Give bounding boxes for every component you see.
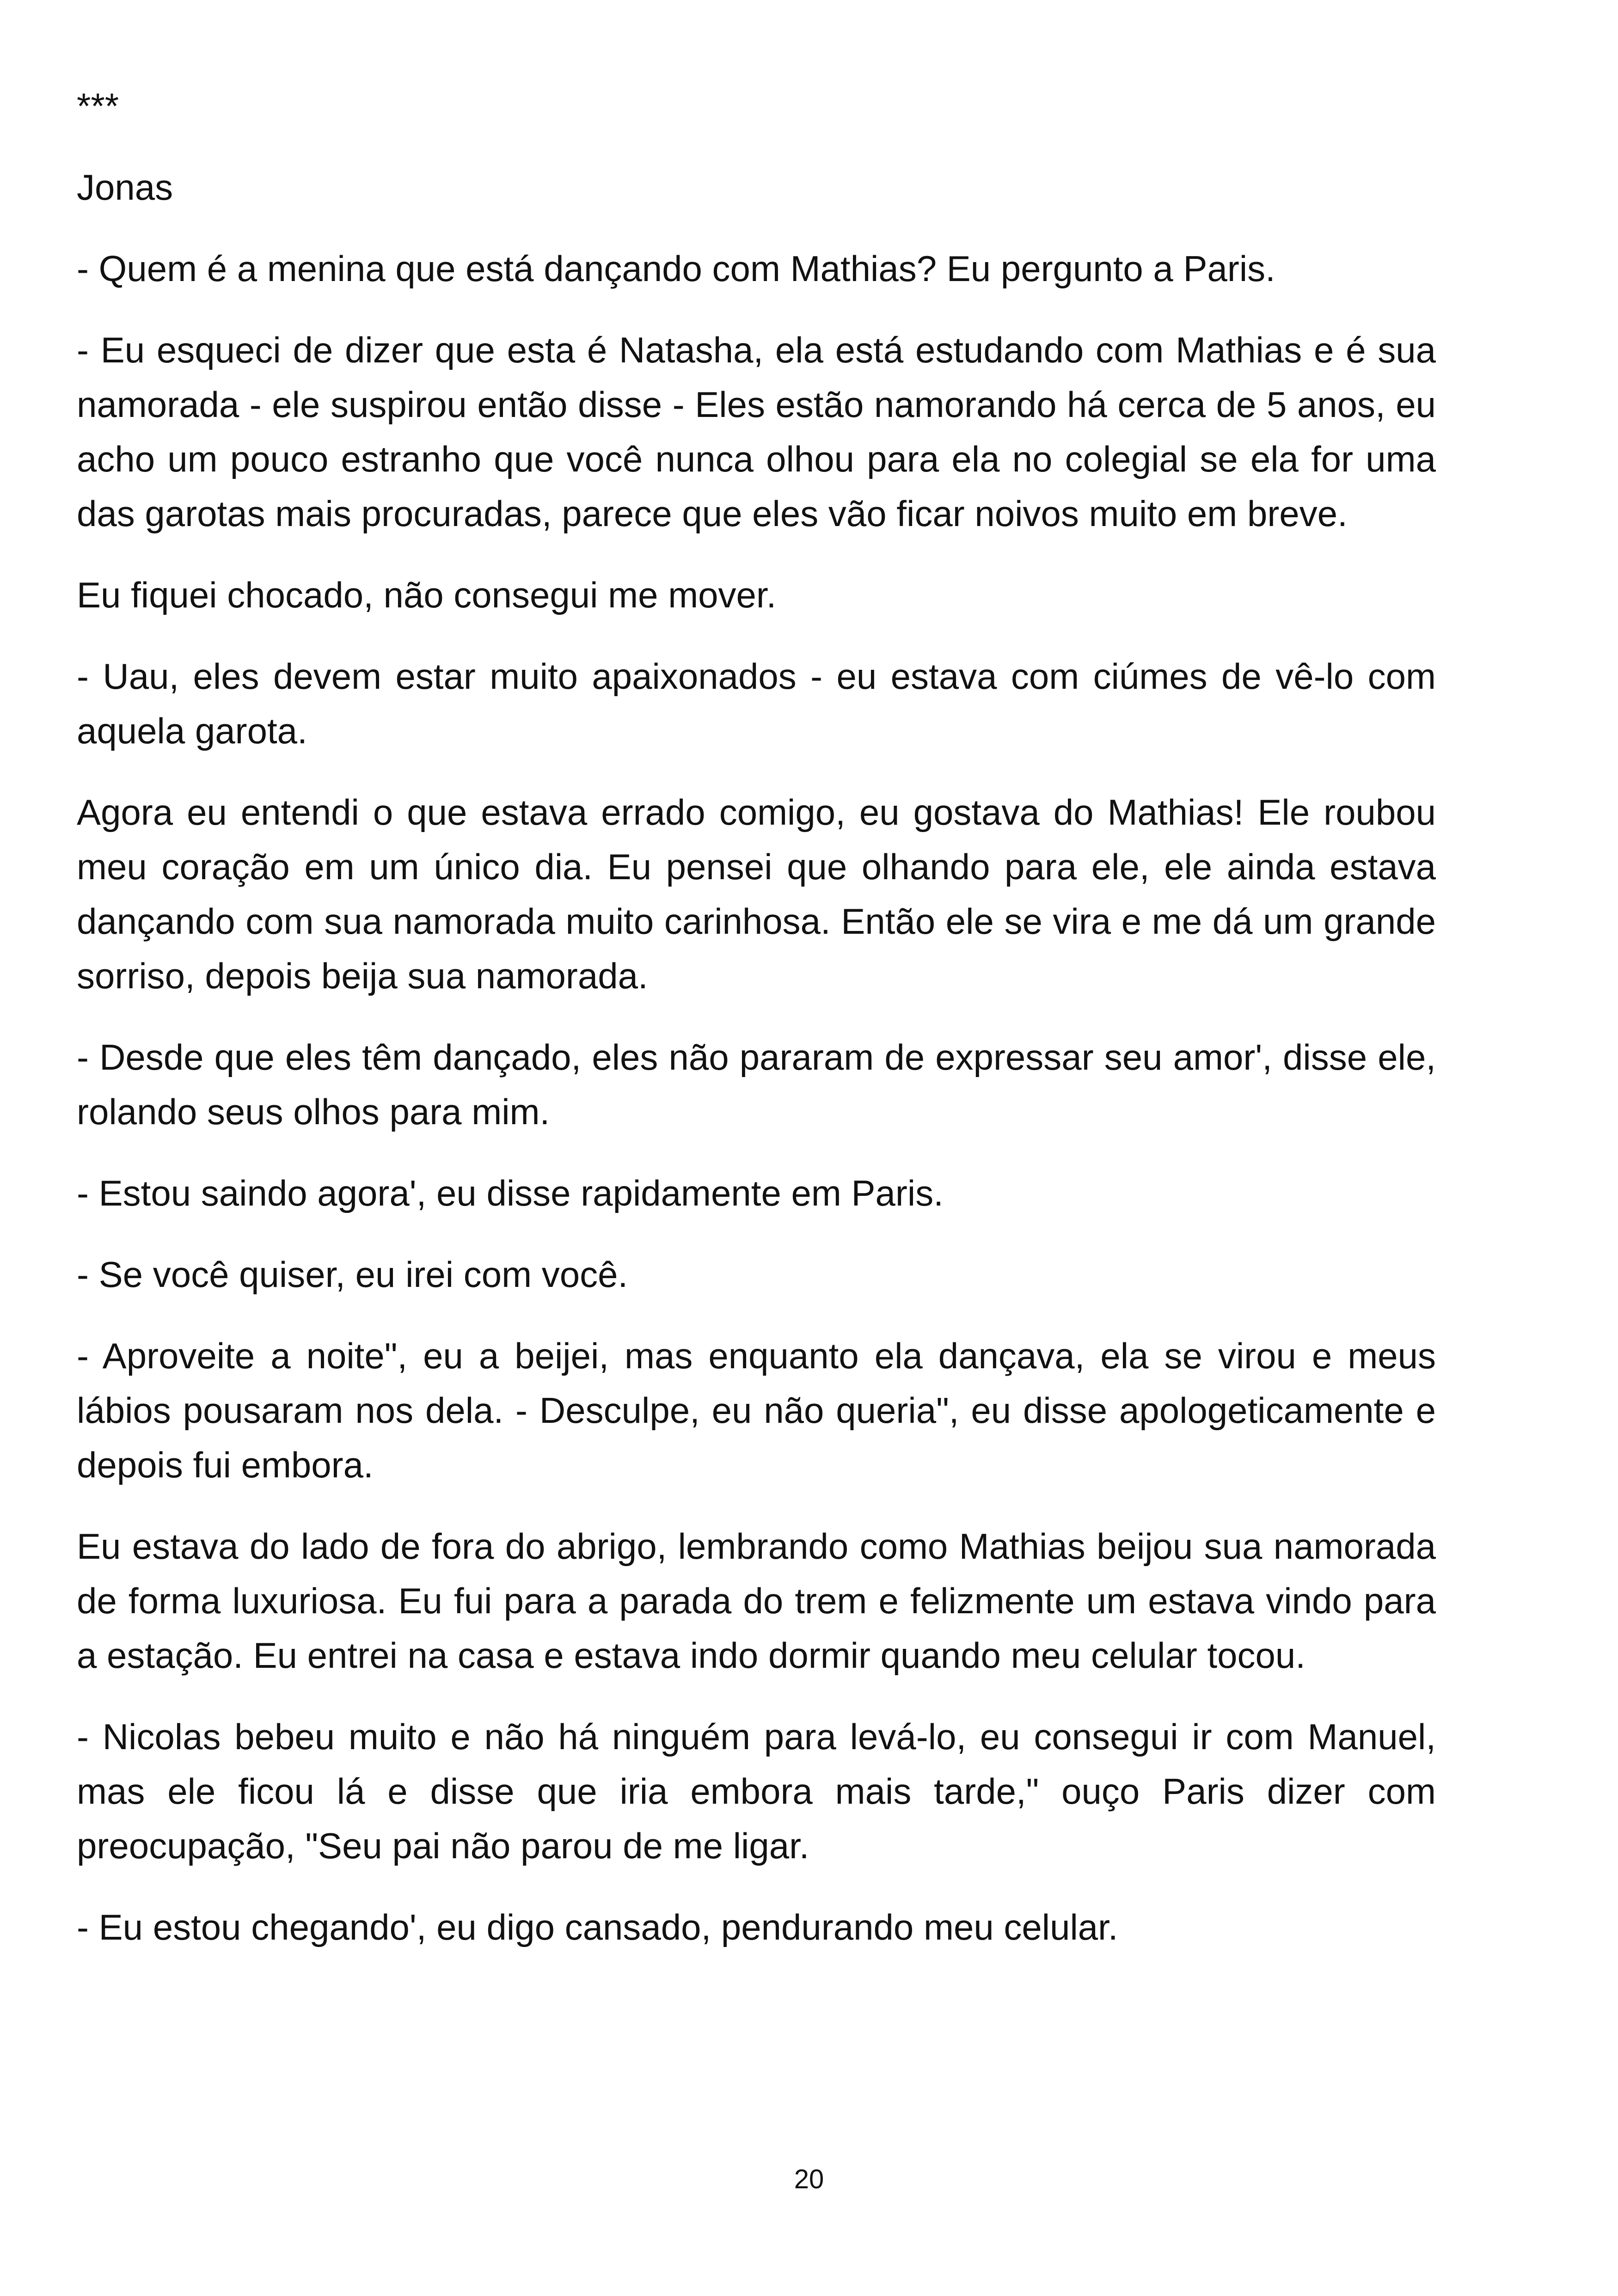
- paragraph: - Nicolas bebeu muito e não há ninguém para levá-lo, eu consegui ir com Manuel, mas ele ficou lá e disse que iria embora mais tarde," ouço Paris dizer com preocupação, "Seu pai não parou de me ligar.: [77, 1716, 1436, 1866]
- paragraph: - Eu estou chegando', eu digo cansado, pendurando meu celular.: [77, 1907, 1118, 1947]
- paragraph: Eu fiquei chocado, não consegui me mover.: [77, 575, 777, 615]
- paragraph: - Aproveite a noite", eu a beijei, mas enquanto ela dançava, ela se virou e meus lábios pousaram nos dela. - Desculpe, eu não queria", eu disse apologeticamente e depois fui embora.: [77, 1335, 1436, 1485]
- paragraph: - Uau, eles devem estar muito apaixonados - eu estava com ciúmes de vê-lo com aquela garota.: [77, 656, 1436, 751]
- scene-break: ***: [77, 86, 119, 126]
- paragraph: - Eu esqueci de dizer que esta é Natasha, ela está estudando com Mathias e é sua namorada - ele suspirou então disse - Eles estão namorando há cerca de 5 anos, eu acho um pouco estranho que você nunca olhou para ela no colegial se ela for uma das garotas mais procuradas, parece que eles vão ficar noivos muito em breve.: [77, 330, 1436, 534]
- paragraph: - Quem é a menina que está dançando com Mathias? Eu pergunto a Paris.: [77, 248, 1275, 289]
- paragraph: Agora eu entendi o que estava errado comigo, eu gostava do Mathias! Ele roubou meu coração em um único dia. Eu pensei que olhando para ele, ele ainda estava dançando com sua namorada muito carinhosa. Então ele se vira e me dá um grande sorriso, depois beija sua namorada.: [77, 792, 1436, 996]
- paragraph: - Se você quiser, eu irei com você.: [77, 1254, 628, 1295]
- chapter-pov-heading: Jonas: [77, 167, 173, 208]
- paragraph: - Estou saindo agora', eu disse rapidamente em Paris.: [77, 1173, 944, 1213]
- paragraph: Eu estava do lado de fora do abrigo, lembrando como Mathias beijou sua namorada de forma luxuriosa. Eu fui para a parada do trem e felizmente um estava vindo para a estação. Eu entrei na casa e estava indo dormir quando meu celular tocou.: [77, 1526, 1436, 1676]
- page-body: [77, 79, 1436, 1981]
- paragraph: - Desde que eles têm dançado, eles não pararam de expressar seu amor', disse ele, rolando seus olhos para mim.: [77, 1037, 1436, 1132]
- page-number: 20: [794, 2164, 824, 2194]
